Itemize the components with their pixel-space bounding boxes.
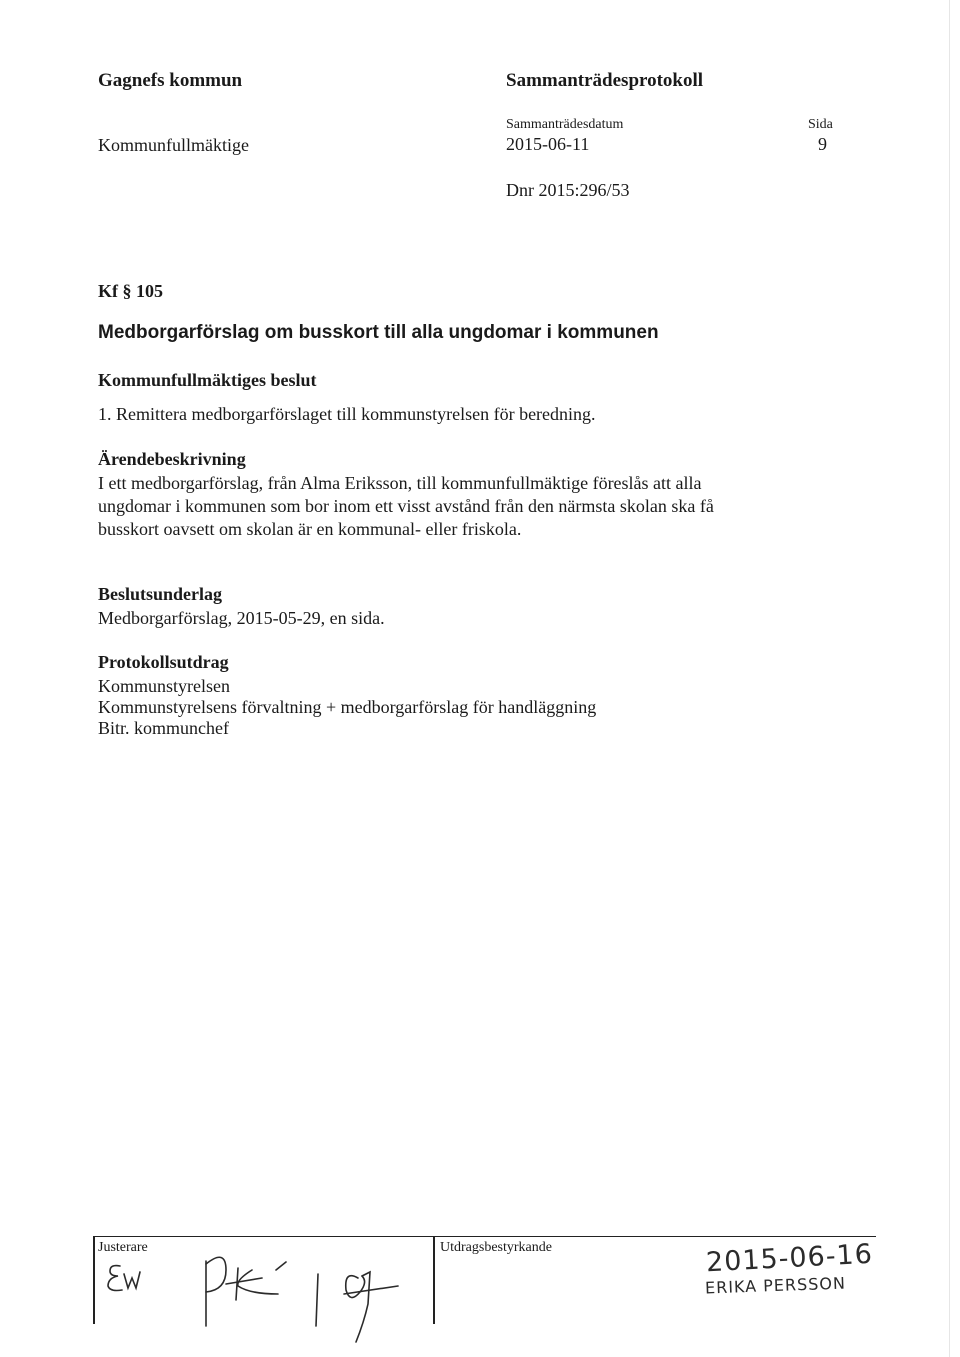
basis-text: Medborgarförslag, 2015-05-29, en sida. xyxy=(98,608,385,628)
certifier-name: ERIKA PERSSON xyxy=(704,1273,847,1298)
paragraph-number: Kf § 105 xyxy=(98,281,163,301)
sig-pk-k-arm xyxy=(238,1270,278,1294)
extract-line: Bitr. kommunchef xyxy=(98,718,229,738)
page-label: Sida xyxy=(808,117,833,132)
scan-edge xyxy=(949,0,950,1357)
diary-number: Dnr 2015:296/53 xyxy=(506,180,630,200)
sig-divider-stroke xyxy=(316,1274,318,1326)
item-title: Medborgarförslag om busskort till alla ungdomar i kommunen xyxy=(98,322,659,343)
sig-pk-tick xyxy=(276,1262,286,1270)
adjusters-label: Justerare xyxy=(98,1240,148,1255)
meeting-body: Kommunfullmäktige xyxy=(98,135,249,155)
certified-date: 2015-06-16 xyxy=(705,1238,874,1279)
box-left-border xyxy=(93,1236,95,1324)
box-divider xyxy=(433,1236,435,1324)
initial-w-stroke xyxy=(124,1272,140,1288)
sig-pk-cross xyxy=(226,1278,262,1284)
sig-pk-bowl xyxy=(206,1257,226,1292)
decision-item: 1. Remittera medborgarförslaget till kommunstyrelsen för beredning. xyxy=(98,404,596,424)
sig-scribble-cross xyxy=(344,1286,398,1294)
extract-line: Kommunstyrelsens förvaltning + medborgarförslag för handläggning xyxy=(98,697,597,717)
certifier-label: Utdragsbestyrkande xyxy=(440,1240,552,1255)
date-value: 2015-06-11 xyxy=(506,134,590,154)
municipality-name: Gagnefs kommun xyxy=(98,70,243,91)
page-number: 9 xyxy=(818,134,827,154)
initial-e-stroke xyxy=(108,1266,122,1291)
extract-line: Kommunstyrelsen xyxy=(98,676,230,696)
description-text: I ett medborgarförslag, från Alma Eriksson, till kommunfullmäktige föreslås att alla ungdomar i kommunen som bor inom ett visst avstånd från den närmsta skolan ska få busskort oavsett om skolan är en kommunal- eller friskola. xyxy=(98,473,714,539)
sig-scribble-tail xyxy=(356,1272,370,1342)
date-label: Sammanträdesdatum xyxy=(506,117,624,132)
decision-heading: Kommunfullmäktiges beslut xyxy=(98,370,317,390)
basis-heading: Beslutsunderlag xyxy=(98,584,223,604)
sig-scribble-loop xyxy=(346,1276,365,1298)
description-heading: Ärendebeskrivning xyxy=(98,449,246,469)
document-type: Sammanträdesprotokoll xyxy=(506,70,704,91)
adjuster-initials xyxy=(100,1256,102,1257)
adjuster-signatures xyxy=(100,1256,430,1356)
extract-heading: Protokollsutdrag xyxy=(98,652,229,672)
